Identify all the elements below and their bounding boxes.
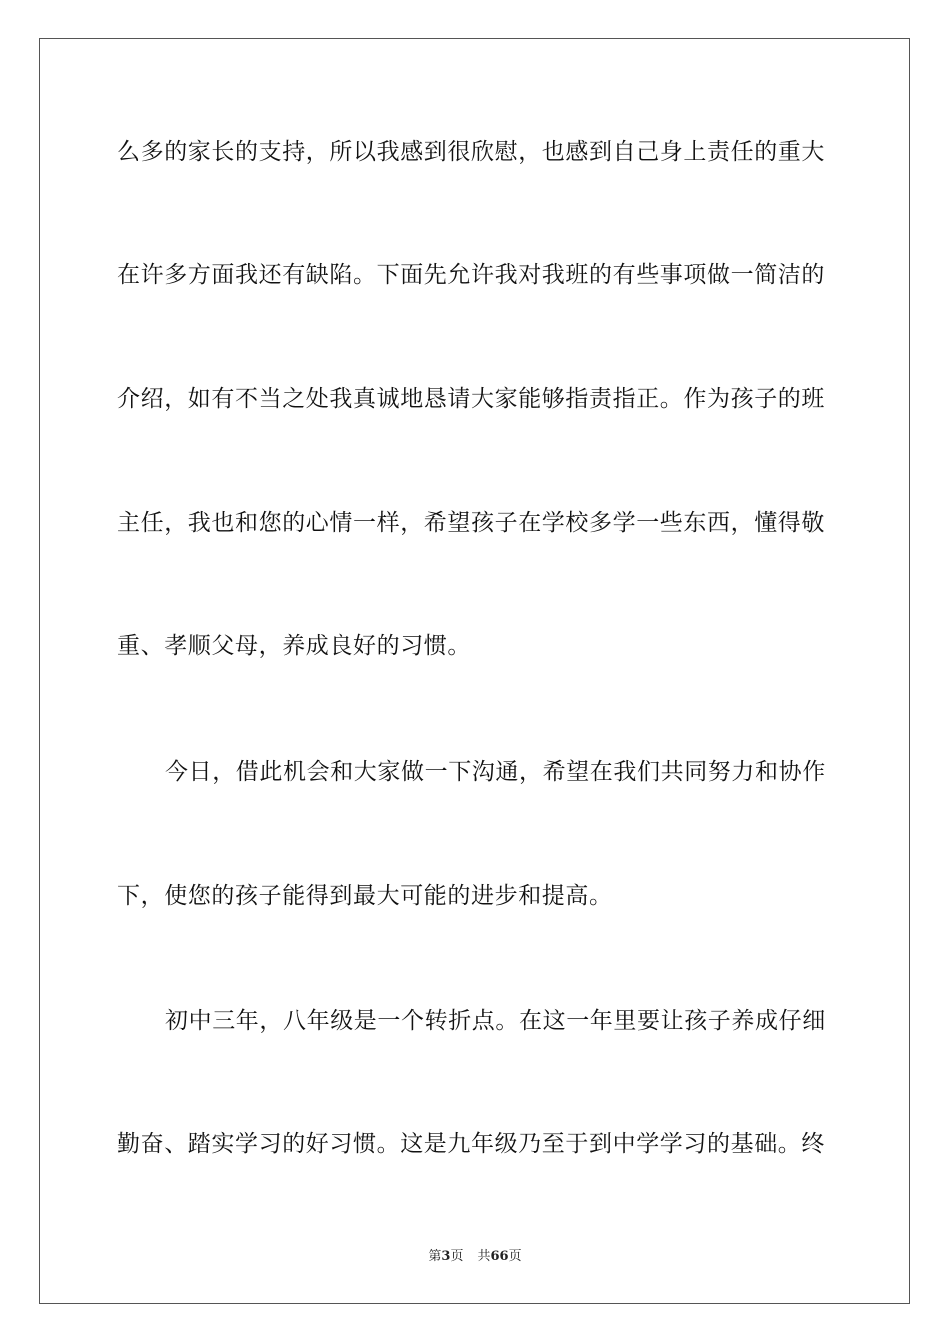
page-number: 3: [441, 1249, 451, 1264]
body-line-2: 在许多方面我还有缺陷。下面先允许我对我班的有些事项做一简洁的: [117, 262, 825, 288]
page-footer: [0, 1248, 950, 1266]
body-line-8: 初中三年，八年级是一个转折点。在这一年里要让孩子养成仔细: [165, 1008, 826, 1034]
total-prefix: 共: [477, 1249, 491, 1264]
page-suffix: 页: [450, 1249, 464, 1264]
body-line-6: 今日，借此机会和大家做一下沟通，希望在我们共同努力和协作: [165, 759, 826, 785]
page-frame: [39, 38, 910, 1304]
page-prefix: 第: [428, 1249, 442, 1264]
body-line-7: 下，使您的孩子能得到最大可能的进步和提高。: [117, 883, 613, 909]
body-line-3: 介绍，如有不当之处我真诚地恳请大家能够指责指正。作为孩子的班: [117, 386, 825, 412]
body-line-1: 么多的家长的支持，所以我感到很欣慰，也感到自己身上责任的重大: [117, 139, 825, 165]
body-line-5: 重、孝顺父母，养成良好的习惯。: [117, 633, 471, 659]
total-suffix: 页: [508, 1249, 522, 1264]
body-line-4: 主任，我也和您的心情一样，希望孩子在学校多学一些东西，懂得敬: [117, 510, 825, 536]
body-line-9: 勤奋、踏实学习的好习惯。这是九年级乃至于到中学学习的基础。终: [117, 1131, 825, 1157]
total-pages: 66: [490, 1249, 509, 1264]
